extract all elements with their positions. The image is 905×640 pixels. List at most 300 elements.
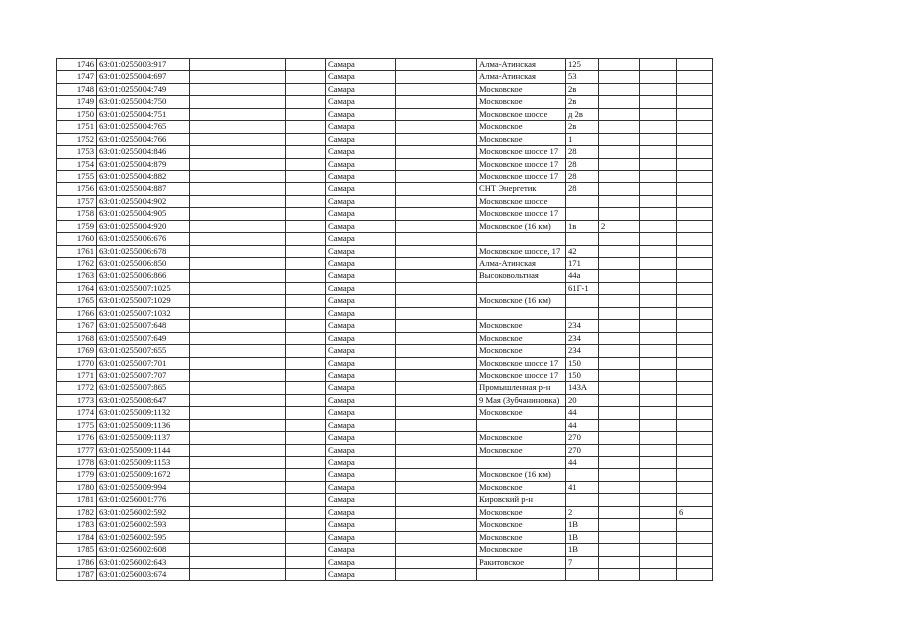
table-cell[interactable] [477, 419, 566, 431]
table-cell[interactable]: 270 [566, 432, 599, 444]
table-cell[interactable] [190, 183, 286, 195]
table-cell[interactable]: 1765 [57, 295, 97, 307]
table-cell[interactable] [599, 357, 640, 369]
table-cell[interactable] [677, 320, 713, 332]
table-cell[interactable]: 1В [566, 531, 599, 543]
table-cell[interactable] [599, 108, 640, 120]
table-cell[interactable]: 41 [566, 481, 599, 493]
table-cell[interactable] [396, 71, 477, 83]
table-cell[interactable] [640, 394, 677, 406]
table-cell[interactable]: 1768 [57, 332, 97, 344]
table-cell[interactable]: 63:01:0255004:766 [97, 133, 190, 145]
table-cell[interactable]: 1770 [57, 357, 97, 369]
table-cell[interactable] [286, 519, 326, 531]
table-cell[interactable] [396, 183, 477, 195]
table-cell[interactable]: 63:01:0255004:920 [97, 220, 190, 232]
table-cell[interactable]: Самара [326, 531, 396, 543]
table-cell[interactable]: 63:01:0255007:648 [97, 320, 190, 332]
table-cell[interactable] [396, 96, 477, 108]
table-cell[interactable]: д 2в [566, 108, 599, 120]
table-cell[interactable]: Самара [326, 345, 396, 357]
table-cell[interactable]: 1786 [57, 556, 97, 568]
table-cell[interactable] [396, 357, 477, 369]
table-cell[interactable] [640, 457, 677, 469]
table-cell[interactable]: Самара [326, 71, 396, 83]
table-cell[interactable] [640, 345, 677, 357]
table-cell[interactable] [477, 568, 566, 580]
table-cell[interactable] [599, 382, 640, 394]
table-cell[interactable] [599, 83, 640, 95]
table-cell[interactable] [640, 71, 677, 83]
table-cell[interactable]: 1766 [57, 307, 97, 319]
table-cell[interactable]: 1775 [57, 419, 97, 431]
table-cell[interactable] [286, 332, 326, 344]
table-cell[interactable] [677, 494, 713, 506]
table-cell[interactable]: 53 [566, 71, 599, 83]
table-cell[interactable] [677, 419, 713, 431]
table-cell[interactable] [286, 146, 326, 158]
table-cell[interactable]: Самара [326, 258, 396, 270]
table-cell[interactable]: 63:01:0255004:765 [97, 121, 190, 133]
table-cell[interactable]: 63:01:0255007:707 [97, 369, 190, 381]
table-cell[interactable] [396, 295, 477, 307]
table-cell[interactable]: 1759 [57, 220, 97, 232]
table-cell[interactable] [190, 295, 286, 307]
table-cell[interactable] [190, 71, 286, 83]
table-cell[interactable]: 1746 [57, 59, 97, 71]
table-cell[interactable]: Московское шоссе 17 [477, 158, 566, 170]
table-cell[interactable] [190, 195, 286, 207]
table-cell[interactable] [599, 96, 640, 108]
table-cell[interactable] [599, 419, 640, 431]
table-cell[interactable]: Промышленная р-н [477, 382, 566, 394]
table-cell[interactable]: 63:01:0255009:1132 [97, 407, 190, 419]
table-cell[interactable]: 1758 [57, 208, 97, 220]
table-cell[interactable]: Самара [326, 556, 396, 568]
table-cell[interactable] [286, 121, 326, 133]
table-cell[interactable] [190, 531, 286, 543]
table-cell[interactable]: 44 [566, 457, 599, 469]
table-cell[interactable] [190, 481, 286, 493]
table-cell[interactable]: Московское шоссе [477, 195, 566, 207]
table-cell[interactable]: 1760 [57, 233, 97, 245]
table-cell[interactable] [190, 282, 286, 294]
table-cell[interactable] [599, 146, 640, 158]
table-cell[interactable] [286, 83, 326, 95]
table-cell[interactable] [396, 345, 477, 357]
table-cell[interactable]: 1750 [57, 108, 97, 120]
table-cell[interactable] [190, 83, 286, 95]
table-cell[interactable]: Самара [326, 432, 396, 444]
table-cell[interactable] [396, 258, 477, 270]
table-cell[interactable]: Самара [326, 183, 396, 195]
table-cell[interactable] [599, 233, 640, 245]
table-cell[interactable]: Самара [326, 320, 396, 332]
table-cell[interactable]: 1756 [57, 183, 97, 195]
table-cell[interactable]: 63:01:0256002:608 [97, 544, 190, 556]
table-cell[interactable] [396, 494, 477, 506]
table-cell[interactable] [677, 531, 713, 543]
table-cell[interactable] [677, 282, 713, 294]
table-cell[interactable]: Алма-Атинская [477, 71, 566, 83]
table-cell[interactable] [190, 133, 286, 145]
table-cell[interactable]: Самара [326, 133, 396, 145]
table-cell[interactable] [396, 506, 477, 518]
table-cell[interactable] [677, 307, 713, 319]
table-cell[interactable]: Московское шоссе 17 [477, 357, 566, 369]
table-cell[interactable] [599, 307, 640, 319]
table-cell[interactable] [396, 519, 477, 531]
table-cell[interactable]: Самара [326, 332, 396, 344]
table-cell[interactable] [396, 233, 477, 245]
table-cell[interactable]: 63:01:0255003:917 [97, 59, 190, 71]
table-cell[interactable] [286, 556, 326, 568]
table-cell[interactable] [396, 146, 477, 158]
table-cell[interactable]: Самара [326, 494, 396, 506]
table-cell[interactable] [640, 245, 677, 257]
table-cell[interactable]: 1755 [57, 170, 97, 182]
table-cell[interactable] [286, 469, 326, 481]
table-cell[interactable]: 150 [566, 369, 599, 381]
table-cell[interactable] [190, 270, 286, 282]
table-cell[interactable] [190, 108, 286, 120]
table-cell[interactable] [640, 307, 677, 319]
table-cell[interactable]: 1777 [57, 444, 97, 456]
table-cell[interactable] [286, 233, 326, 245]
table-cell[interactable] [640, 444, 677, 456]
table-cell[interactable] [640, 220, 677, 232]
table-cell[interactable] [599, 183, 640, 195]
table-cell[interactable] [677, 146, 713, 158]
table-cell[interactable] [599, 158, 640, 170]
table-cell[interactable] [677, 544, 713, 556]
table-cell[interactable]: Самара [326, 357, 396, 369]
table-cell[interactable] [599, 270, 640, 282]
table-cell[interactable]: Самара [326, 419, 396, 431]
table-cell[interactable] [677, 245, 713, 257]
table-cell[interactable] [190, 345, 286, 357]
table-cell[interactable] [286, 444, 326, 456]
table-cell[interactable]: 28 [566, 183, 599, 195]
table-cell[interactable] [396, 469, 477, 481]
table-cell[interactable] [640, 519, 677, 531]
table-cell[interactable]: Самара [326, 158, 396, 170]
table-cell[interactable]: Московское [477, 96, 566, 108]
table-cell[interactable] [286, 108, 326, 120]
table-cell[interactable] [190, 307, 286, 319]
table-cell[interactable] [566, 568, 599, 580]
table-cell[interactable]: 9 Мая (Зубчаниновка) [477, 394, 566, 406]
table-cell[interactable]: Московское шоссе 17 [477, 208, 566, 220]
table-cell[interactable] [286, 220, 326, 232]
table-cell[interactable] [677, 195, 713, 207]
table-cell[interactable] [396, 394, 477, 406]
table-cell[interactable] [286, 357, 326, 369]
table-cell[interactable] [190, 170, 286, 182]
table-cell[interactable] [286, 307, 326, 319]
table-cell[interactable] [640, 158, 677, 170]
table-cell[interactable]: 2 [599, 220, 640, 232]
table-cell[interactable]: 63:01:0255006:850 [97, 258, 190, 270]
table-cell[interactable] [190, 394, 286, 406]
table-cell[interactable] [286, 133, 326, 145]
table-cell[interactable] [286, 481, 326, 493]
table-cell[interactable]: Московское [477, 345, 566, 357]
table-cell[interactable]: Московское [477, 121, 566, 133]
table-cell[interactable]: Самара [326, 568, 396, 580]
table-cell[interactable] [640, 544, 677, 556]
table-cell[interactable]: 1 [566, 133, 599, 145]
table-cell[interactable] [640, 382, 677, 394]
table-cell[interactable] [640, 208, 677, 220]
table-cell[interactable] [286, 407, 326, 419]
table-cell[interactable] [599, 544, 640, 556]
table-cell[interactable]: 1771 [57, 369, 97, 381]
table-cell[interactable]: 63:01:0255009:1672 [97, 469, 190, 481]
table-cell[interactable] [677, 369, 713, 381]
table-cell[interactable] [190, 208, 286, 220]
table-cell[interactable]: 1787 [57, 568, 97, 580]
table-cell[interactable]: 63:01:0255009:1137 [97, 432, 190, 444]
table-cell[interactable]: 1757 [57, 195, 97, 207]
table-cell[interactable]: Самара [326, 481, 396, 493]
table-cell[interactable]: 1в [566, 220, 599, 232]
table-cell[interactable]: 1772 [57, 382, 97, 394]
table-cell[interactable] [477, 233, 566, 245]
table-cell[interactable]: Московское [477, 481, 566, 493]
table-cell[interactable] [566, 208, 599, 220]
table-cell[interactable]: 63:01:0255009:994 [97, 481, 190, 493]
table-cell[interactable]: 234 [566, 345, 599, 357]
table-cell[interactable]: Самара [326, 444, 396, 456]
table-cell[interactable] [396, 108, 477, 120]
table-cell[interactable]: Самара [326, 407, 396, 419]
table-cell[interactable] [640, 108, 677, 120]
table-cell[interactable] [477, 282, 566, 294]
table-cell[interactable] [396, 382, 477, 394]
table-cell[interactable] [677, 270, 713, 282]
table-cell[interactable]: 63:01:0255007:649 [97, 332, 190, 344]
table-cell[interactable]: 125 [566, 59, 599, 71]
table-cell[interactable]: 1781 [57, 494, 97, 506]
table-cell[interactable] [286, 208, 326, 220]
table-cell[interactable]: Самара [326, 295, 396, 307]
table-cell[interactable] [599, 457, 640, 469]
table-cell[interactable] [396, 531, 477, 543]
table-cell[interactable] [599, 332, 640, 344]
table-cell[interactable] [640, 432, 677, 444]
table-cell[interactable] [286, 369, 326, 381]
table-cell[interactable] [599, 568, 640, 580]
table-cell[interactable]: Московское шоссе [477, 108, 566, 120]
table-cell[interactable] [190, 556, 286, 568]
table-cell[interactable] [599, 245, 640, 257]
table-cell[interactable]: Московское [477, 407, 566, 419]
table-cell[interactable] [599, 481, 640, 493]
table-cell[interactable]: 63:01:0256002:643 [97, 556, 190, 568]
table-cell[interactable] [599, 469, 640, 481]
table-cell[interactable]: 63:01:0255004:905 [97, 208, 190, 220]
table-cell[interactable] [566, 233, 599, 245]
table-cell[interactable]: 63:01:0255007:1025 [97, 282, 190, 294]
table-cell[interactable] [640, 407, 677, 419]
table-cell[interactable] [677, 432, 713, 444]
table-cell[interactable]: Самара [326, 208, 396, 220]
table-cell[interactable]: 63:01:0255007:701 [97, 357, 190, 369]
table-cell[interactable] [190, 382, 286, 394]
table-cell[interactable] [640, 568, 677, 580]
table-cell[interactable]: Московское [477, 133, 566, 145]
table-cell[interactable] [190, 432, 286, 444]
table-cell[interactable] [396, 133, 477, 145]
table-cell[interactable] [190, 258, 286, 270]
table-cell[interactable] [286, 506, 326, 518]
table-cell[interactable]: 143А [566, 382, 599, 394]
table-cell[interactable] [599, 394, 640, 406]
table-cell[interactable]: 42 [566, 245, 599, 257]
table-cell[interactable] [566, 295, 599, 307]
table-cell[interactable]: 234 [566, 332, 599, 344]
table-cell[interactable]: 44 [566, 419, 599, 431]
table-cell[interactable]: Самара [326, 96, 396, 108]
table-cell[interactable] [677, 568, 713, 580]
table-cell[interactable]: Московское (16 км) [477, 220, 566, 232]
table-cell[interactable] [190, 357, 286, 369]
table-cell[interactable] [190, 469, 286, 481]
table-cell[interactable]: Самара [326, 121, 396, 133]
table-cell[interactable]: Самара [326, 233, 396, 245]
table-cell[interactable] [640, 83, 677, 95]
table-cell[interactable]: 1774 [57, 407, 97, 419]
table-cell[interactable]: Московское [477, 544, 566, 556]
table-cell[interactable] [677, 444, 713, 456]
table-cell[interactable]: Кировский р-н [477, 494, 566, 506]
table-cell[interactable] [286, 183, 326, 195]
table-cell[interactable]: Самара [326, 282, 396, 294]
table-cell[interactable] [640, 469, 677, 481]
table-cell[interactable] [396, 544, 477, 556]
table-cell[interactable] [640, 146, 677, 158]
table-cell[interactable] [566, 494, 599, 506]
table-cell[interactable]: Самара [326, 519, 396, 531]
table-cell[interactable] [190, 146, 286, 158]
table-cell[interactable] [286, 258, 326, 270]
table-cell[interactable] [190, 457, 286, 469]
table-cell[interactable] [599, 208, 640, 220]
table-cell[interactable]: Высоковольтная [477, 270, 566, 282]
table-cell[interactable]: 63:01:0255004:887 [97, 183, 190, 195]
table-cell[interactable] [286, 195, 326, 207]
table-cell[interactable]: Московское [477, 444, 566, 456]
table-cell[interactable]: Самара [326, 382, 396, 394]
table-cell[interactable]: 44а [566, 270, 599, 282]
table-cell[interactable] [396, 83, 477, 95]
table-cell[interactable] [190, 369, 286, 381]
table-cell[interactable]: Самара [326, 544, 396, 556]
table-cell[interactable]: 150 [566, 357, 599, 369]
table-cell[interactable] [396, 170, 477, 182]
table-cell[interactable]: 28 [566, 170, 599, 182]
table-cell[interactable]: Московское [477, 506, 566, 518]
table-cell[interactable]: 63:01:0255007:1029 [97, 295, 190, 307]
table-cell[interactable] [286, 382, 326, 394]
table-cell[interactable]: 1767 [57, 320, 97, 332]
table-cell[interactable] [396, 481, 477, 493]
table-cell[interactable]: 1776 [57, 432, 97, 444]
table-cell[interactable] [599, 432, 640, 444]
table-cell[interactable] [640, 419, 677, 431]
table-cell[interactable] [640, 357, 677, 369]
table-cell[interactable] [190, 419, 286, 431]
table-cell[interactable] [640, 121, 677, 133]
table-cell[interactable]: 1В [566, 544, 599, 556]
table-cell[interactable]: 1785 [57, 544, 97, 556]
table-cell[interactable]: 61Г-1 [566, 282, 599, 294]
table-cell[interactable] [677, 357, 713, 369]
table-cell[interactable]: 63:01:0255004:846 [97, 146, 190, 158]
table-cell[interactable]: Самара [326, 307, 396, 319]
table-cell[interactable] [599, 295, 640, 307]
table-cell[interactable]: Московское [477, 432, 566, 444]
table-cell[interactable]: 1773 [57, 394, 97, 406]
table-cell[interactable]: 63:01:0255004:750 [97, 96, 190, 108]
table-cell[interactable]: Алма-Атинская [477, 59, 566, 71]
table-cell[interactable] [677, 394, 713, 406]
table-cell[interactable]: 63:01:0255006:866 [97, 270, 190, 282]
table-cell[interactable] [599, 531, 640, 543]
table-cell[interactable]: Самара [326, 270, 396, 282]
table-cell[interactable] [599, 59, 640, 71]
table-cell[interactable]: Самара [326, 394, 396, 406]
table-cell[interactable] [640, 133, 677, 145]
table-cell[interactable] [677, 133, 713, 145]
table-cell[interactable]: 1778 [57, 457, 97, 469]
table-cell[interactable]: Московское [477, 83, 566, 95]
table-cell[interactable]: 63:01:0256002:595 [97, 531, 190, 543]
table-cell[interactable] [286, 494, 326, 506]
table-cell[interactable]: 1782 [57, 506, 97, 518]
table-cell[interactable] [566, 469, 599, 481]
table-cell[interactable] [396, 59, 477, 71]
table-cell[interactable] [677, 457, 713, 469]
table-cell[interactable] [640, 506, 677, 518]
table-cell[interactable]: 234 [566, 320, 599, 332]
table-cell[interactable] [286, 270, 326, 282]
table-cell[interactable]: 6 [677, 506, 713, 518]
table-cell[interactable] [190, 506, 286, 518]
table-cell[interactable] [190, 121, 286, 133]
table-cell[interactable]: 28 [566, 146, 599, 158]
table-cell[interactable] [677, 332, 713, 344]
table-cell[interactable] [599, 195, 640, 207]
table-cell[interactable]: 63:01:0255004:882 [97, 170, 190, 182]
table-cell[interactable] [396, 208, 477, 220]
table-cell[interactable]: 1763 [57, 270, 97, 282]
table-cell[interactable] [190, 519, 286, 531]
table-cell[interactable]: 63:01:0255004:697 [97, 71, 190, 83]
table-cell[interactable]: 63:01:0256001:776 [97, 494, 190, 506]
table-cell[interactable]: 1752 [57, 133, 97, 145]
table-cell[interactable] [396, 282, 477, 294]
table-cell[interactable] [677, 407, 713, 419]
table-cell[interactable] [677, 96, 713, 108]
table-cell[interactable]: Самара [326, 146, 396, 158]
table-cell[interactable] [677, 295, 713, 307]
table-cell[interactable]: 28 [566, 158, 599, 170]
table-cell[interactable] [286, 394, 326, 406]
table-cell[interactable] [640, 282, 677, 294]
table-cell[interactable]: Московское шоссе 17 [477, 170, 566, 182]
